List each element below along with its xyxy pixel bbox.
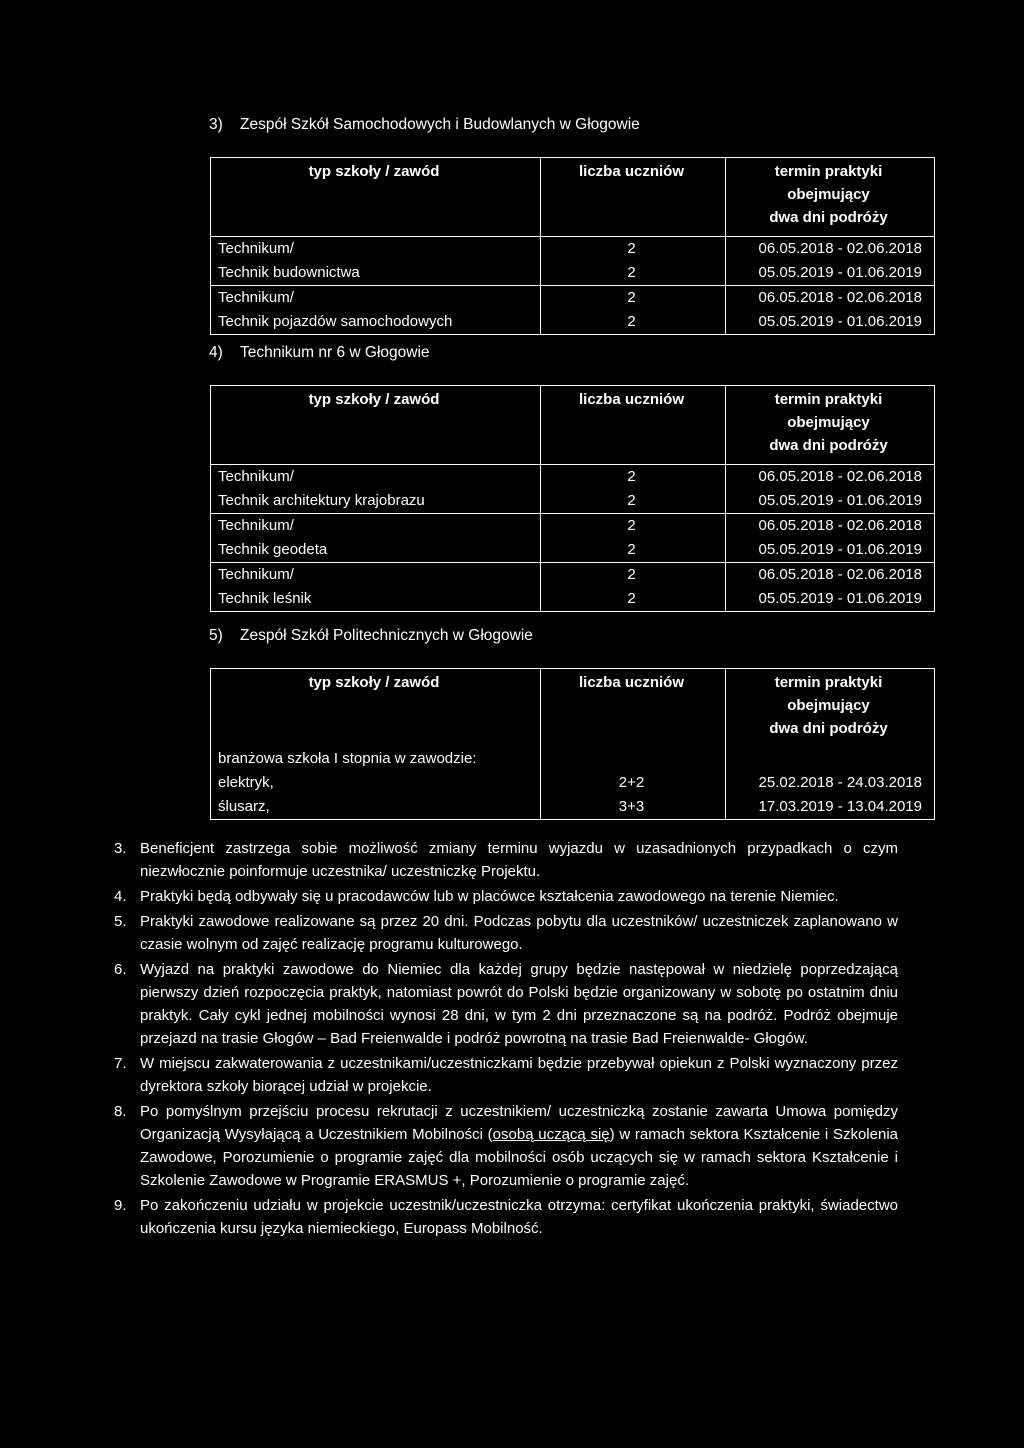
table-row: Technikum/ 2 06.05.2018 - 02.06.2018 [211, 465, 935, 490]
table-header-row [211, 669, 935, 748]
list-item: 4. Praktyki będą odbywały się u pracodawców lub w placówce kształcenia zawodowego na terenie Niemiec. [114, 888, 839, 905]
list-item: 9. Po zakończeniu udziału w projekcie uczestnik/uczestniczka otrzyma: certyfikat ukończenia praktyki, świadectwo ukończenia kursu języka niemieckiego, Europass Mobilność. [114, 1197, 898, 1237]
list-item: 5. Praktyki zawodowe realizowane są przez 20 dni. Podczas pobytu dla uczestników/ uczestniczek zaplanowano w czasie wolnym od zajęć realizację programu kulturowego. [114, 913, 898, 953]
col-header-count: liczba uczniów [541, 386, 726, 465]
list-item: 3. Beneficjent zastrzega sobie możliwość zmiany terminu wyjazdu w uzasadnionych przypadkach o czym niezwłocznie poinformuje uczestnika/ uczestniczkę Projektu. [114, 840, 898, 880]
col-header-term: termin praktyki obejmujący dwa dni podróży [726, 158, 935, 237]
table-row: Technik leśnik 2 05.05.2019 - 01.06.2019 [211, 587, 935, 612]
table-row: Technikum/ 2 06.05.2018 - 02.06.2018 [211, 237, 935, 262]
table-row: Technik pojazdów samochodowych 2 05.05.2019 - 01.06.2019 [211, 310, 935, 335]
numbered-points-list [114, 837, 898, 1242]
schedule-table-section-5 [210, 668, 935, 820]
list-item: 8. Po pomyślnym przejściu procesu rekrutacji z uczestnikiem/ uczestniczką zostanie zawarta Umowa pomiędzy Organizacją Wysyłającą a Uczestnikiem Mobilności (osobą uczącą się) w ramach sektora Kształcenie i Szkolenia Zawodowe, Porozumienie o programie zajęć dla mobilności osób uczących się w ramach sektora Kształcenie i Szkolenie Zawodowe w Programie ERASMUS +, Porozumienie o programie zajęć. [114, 1103, 898, 1189]
table-row: branżowa szkoła I stopnia w zawodzie: [211, 747, 935, 771]
section-3-heading: 3) Zespół Szkół Samochodowych i Budowlanych w Głogowie [209, 116, 640, 133]
table-row: Technik geodeta 2 05.05.2019 - 01.06.2019 [211, 538, 935, 563]
table-row: Technik architektury krajobrazu 2 05.05.2019 - 01.06.2019 [211, 489, 935, 514]
col-header-term: termin praktyki obejmujący dwa dni podróży [726, 386, 935, 465]
col-header-count: liczba uczniów [541, 158, 726, 237]
table-row: Technikum/ 2 06.05.2018 - 02.06.2018 [211, 514, 935, 539]
section-5-heading: 5) Zespół Szkół Politechnicznych w Głogowie [209, 627, 533, 644]
col-header-type: typ szkoły / zawód [211, 158, 541, 237]
col-header-type: typ szkoły / zawód [211, 669, 541, 748]
table-header-row [211, 158, 935, 237]
table-header-row [211, 386, 935, 465]
section-4-heading: 4) Technikum nr 6 w Głogowie [209, 344, 430, 361]
table-row: Technikum/ 2 06.05.2018 - 02.06.2018 [211, 563, 935, 588]
col-header-type: typ szkoły / zawód [211, 386, 541, 465]
underlined-term: osobą uczącą się [492, 1126, 610, 1143]
schedule-table-section-4 [210, 385, 935, 612]
col-header-count: liczba uczniów [541, 669, 726, 748]
list-item: 7. W miejscu zakwaterowania z uczestnikami/uczestniczkami będzie przebywał opiekun z Polski wyznaczony przez dyrektora szkoły biorącej udział w projekcie. [114, 1055, 898, 1095]
table-row: Technik budownictwa 2 05.05.2019 - 01.06.2019 [211, 261, 935, 286]
col-header-term: termin praktyki obejmujący dwa dni podróży [726, 669, 935, 748]
table-row: Technikum/ 2 06.05.2018 - 02.06.2018 [211, 286, 935, 311]
table-row: ślusarz, 3+3 17.03.2019 - 13.04.2019 [211, 795, 935, 820]
list-item: 6. Wyjazd na praktyki zawodowe do Niemiec dla każdej grupy będzie następował w niedzielę poprzedzającą pierwszy dzień rozpoczęcia praktyk, natomiast powrót do Polski będzie organizowany w sobotę po ostatnim dniu praktyk. Cały cykl jednej mobilności wynosi 28 dni, w tym 2 dni przeznaczone są na podróż. Podróż obejmuje przejazd na trasie Głogów – Bad Freienwalde i podróż powrotną na trasie Bad Freienwalde- Głogów. [114, 961, 898, 1047]
table-row: elektryk, 2+2 25.02.2018 - 24.03.2018 [211, 771, 935, 795]
schedule-table-section-3 [210, 157, 935, 335]
